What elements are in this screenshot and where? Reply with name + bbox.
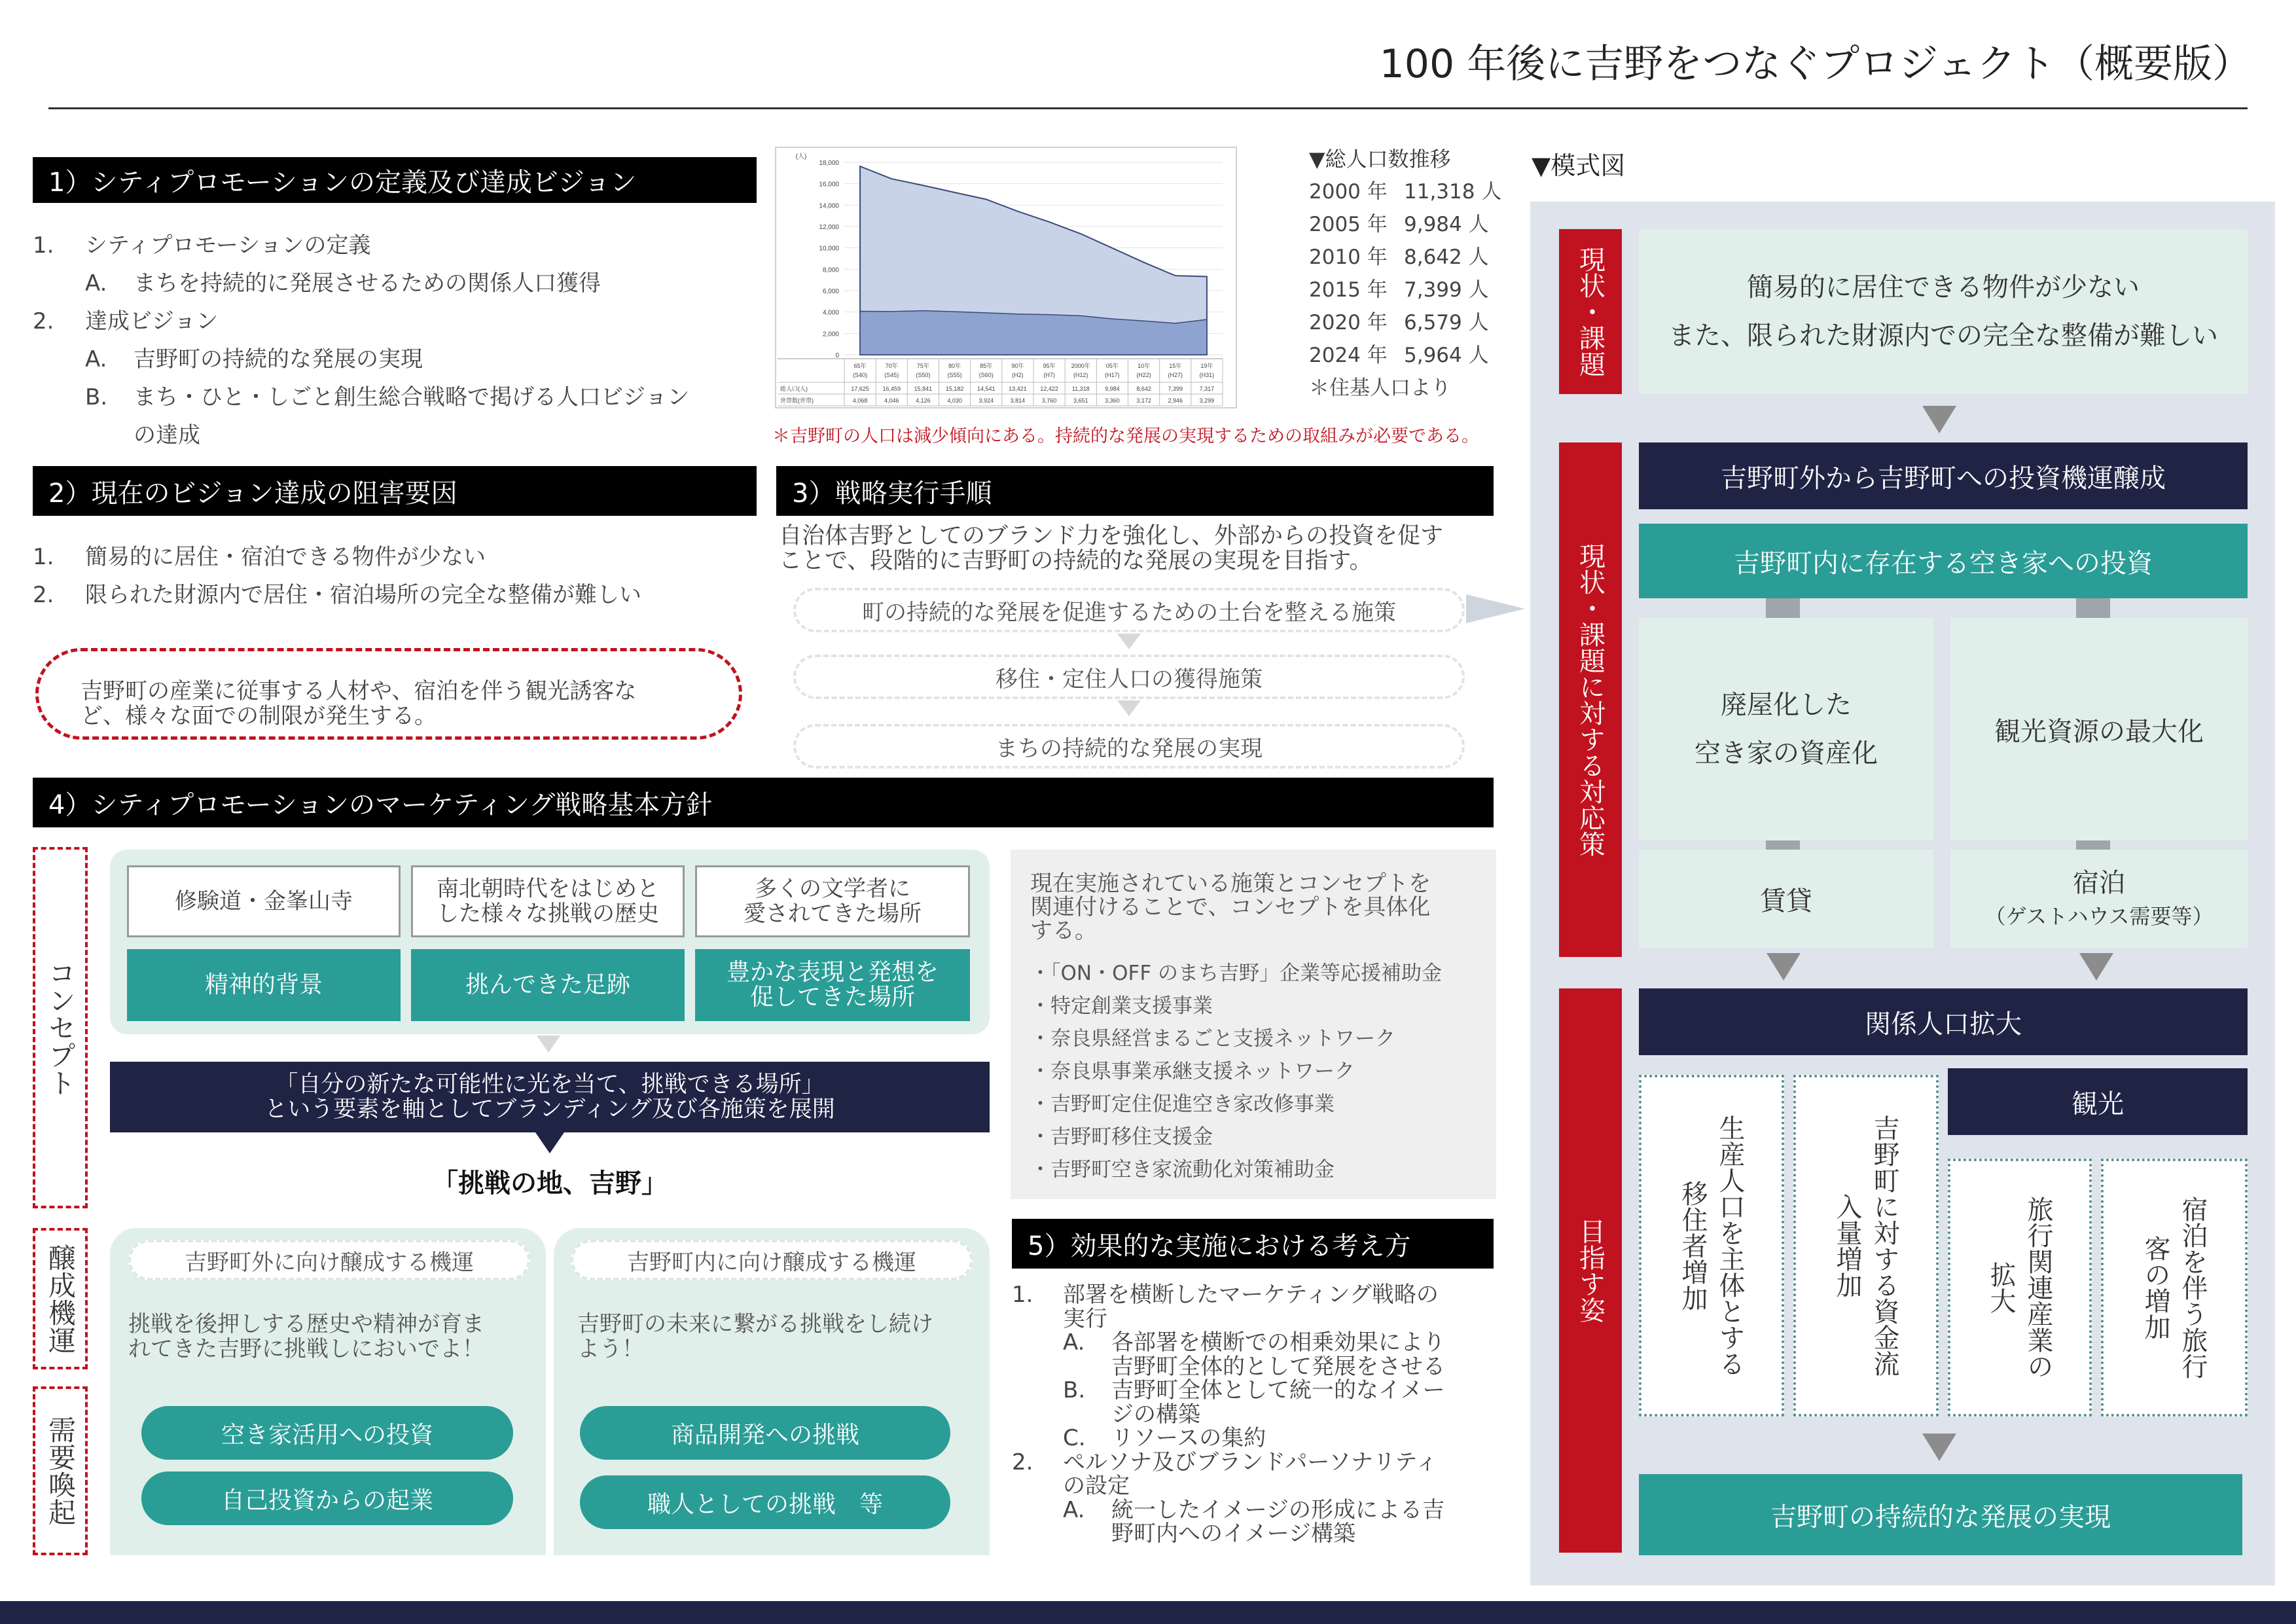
demand-button[interactable]: 自己投資からの起業 — [141, 1471, 513, 1525]
strategy-step: 町の持続的な発展を促進するための土台を整える施策 — [793, 588, 1465, 632]
list-item: ・奈良県経営まるごと支援ネットワーク — [1030, 1027, 1395, 1051]
branding-banner: 「自分の新たな可能性に光を当て、挑戦できる場所」 という要素を軸としてブランディング及び各施策を展開 — [110, 1062, 990, 1132]
list-item: 実行 — [1063, 1305, 1107, 1332]
x-tick-label: 19年 — [1200, 363, 1213, 369]
population-note: ＊住基人口より — [1309, 376, 1451, 400]
y-tick-label: 14,000 — [819, 202, 839, 210]
list-item: C. リソースの集約 — [1063, 1425, 1266, 1451]
population-red-note: ＊吉野町の人口は減少傾向にある。持続的な発展の実現するための取組みが必要である。 — [772, 426, 1479, 446]
table-cell: 14,541 — [977, 386, 996, 392]
table-cell: 3,299 — [1199, 397, 1215, 404]
diagram-goal: 宿泊を伴う旅行客の増加 — [2101, 1159, 2248, 1416]
list-item: A. 統一したイメージの形成による吉 — [1063, 1496, 1444, 1523]
diagram-goal: 旅行関連産業の拡大 — [1948, 1159, 2092, 1416]
list-item: A. 吉野町の持続的な発展の実現 — [85, 346, 423, 372]
diagram-problem: 簡易的に居住できる物件が少ない また、限られた財源内での完全な整備が難しい — [1639, 229, 2248, 394]
table-cell: 7,317 — [1199, 386, 1215, 392]
diagram-arrow — [1922, 1434, 1956, 1461]
table-cell: 4,046 — [884, 397, 899, 404]
table-cell: 2,946 — [1168, 397, 1183, 404]
x-tick-label: (H7) — [1043, 372, 1055, 378]
diagram-stay: 宿泊 （ゲストハウス需要等） — [1950, 850, 2248, 948]
x-tick-label: 95年 — [1043, 363, 1056, 369]
x-tick-label: 70年 — [885, 363, 898, 369]
diagram-goal: 吉野町に対する資金流入量増加 — [1793, 1075, 1939, 1416]
diagram-kanko: 観光 — [1948, 1068, 2248, 1135]
concept-source: 多くの文学者に 愛されてきた場所 — [695, 865, 970, 937]
step-arrow — [1117, 700, 1141, 716]
y-tick-label: 16,000 — [819, 181, 839, 189]
strategy-step: 移住・定住人口の獲得施策 — [793, 655, 1465, 699]
section2-heading: 2）現在のビジョン達成の阻害要因 — [33, 466, 757, 516]
footer-band — [0, 1601, 2296, 1624]
table-cell: 11,318 — [1071, 386, 1090, 392]
step-arrow — [1117, 634, 1141, 649]
table-cell: 17,625 — [851, 386, 869, 392]
list-item: ・吉野町定住促進空き家改修事業 — [1030, 1092, 1335, 1116]
measures-panel — [1011, 850, 1496, 1199]
population-table — [1309, 175, 1501, 405]
diagram-side-label: 目指す姿 — [1559, 988, 1622, 1553]
population-row: 2000 年 11,318 人 — [1309, 180, 1502, 204]
table-cell: 3,814 — [1010, 397, 1026, 404]
list-item: 1. シティプロモーションの定義 — [33, 232, 371, 259]
table-cell: 3,651 — [1073, 397, 1088, 404]
diagram-final: 吉野町の持続的な発展の実現 — [1639, 1474, 2242, 1555]
y-tick-label: 6,000 — [822, 288, 839, 295]
diagram-arrow — [1767, 953, 1801, 981]
slogan: 「挑戦の地、吉野」 — [432, 1168, 668, 1199]
list-item: B. まち・ひと・しごと創生総合戦略で掲げる人口ビジョン — [85, 384, 690, 410]
y-tick-label: 0 — [835, 352, 839, 359]
list-item: A. まちを持続的に発展させるための関係人口獲得 — [85, 270, 601, 297]
section1-list — [33, 226, 759, 454]
population-title: ▼総人口数推移 — [1309, 147, 1451, 171]
list-item: 1. 部署を横断したマーケティング戦略の — [1012, 1282, 1439, 1308]
list-item: 2. ペルソナ及びブランドパーソナリティ — [1012, 1449, 1438, 1475]
y-tick-label: 18,000 — [819, 160, 839, 167]
table-row-label: 世帯数(世帯) — [780, 397, 814, 404]
momentum-title: 吉野町外に向け醸成する機運 — [128, 1240, 530, 1280]
x-tick-label: (H2) — [1012, 372, 1024, 378]
momentum-text: 挑戦を後押しする歴史や精神が育ま れてきた吉野に挑戦しにおいでよ！ — [128, 1311, 484, 1362]
concept-value: 豊かな表現と発想を 促してきた場所 — [695, 949, 970, 1021]
population-row: 2015 年 7,399 人 — [1309, 278, 1489, 302]
list-item: ・吉野町移住支援金 — [1030, 1125, 1213, 1149]
side-label-concept: コンセプト — [33, 847, 88, 1208]
x-tick-label: 05年 — [1105, 363, 1119, 369]
list-item: 吉野町全体的として発展をさせる — [1111, 1353, 1445, 1380]
diagram-connector — [1766, 840, 1800, 850]
list-item: の設定 — [1063, 1473, 1130, 1499]
diagram-goal: 生産人口を主体とする移住者増加 — [1639, 1075, 1784, 1416]
diagram-invest-out: 吉野町外から吉野町への投資機運醸成 — [1639, 442, 2248, 509]
list-item: の達成 — [134, 422, 200, 448]
section5-list — [1012, 1283, 1496, 1546]
table-cell: 3,760 — [1041, 397, 1057, 404]
population-row: 2020 年 6,579 人 — [1309, 311, 1489, 334]
diagram-asset: 廃屋化した 空き家の資産化 — [1639, 618, 1933, 840]
measures-list — [1030, 957, 1496, 1186]
strategy-intro: 自治体吉野としてのブランド力を強化し、外部からの投資を促す ことで、段階的に吉野町の持続的な発展の実現を目指す。 — [779, 523, 1444, 574]
x-tick-label: 85年 — [980, 363, 993, 369]
y-tick-label: 8,000 — [822, 266, 839, 274]
x-tick-label: (H17) — [1105, 372, 1120, 378]
population-chart-svg — [776, 148, 1236, 407]
table-cell: 12,422 — [1040, 386, 1058, 392]
population-row: 2005 年 9,984 人 — [1309, 213, 1489, 236]
step-pointer-arrow — [1466, 594, 1525, 623]
y-tick-label: 2,000 — [822, 331, 839, 338]
diagram-arrow — [1922, 406, 1956, 433]
list-item: B. 吉野町全体として統一的なイメー — [1063, 1377, 1445, 1403]
table-cell: 4,068 — [852, 397, 868, 404]
table-cell: 8,642 — [1136, 386, 1151, 392]
x-tick-label: 80年 — [948, 363, 961, 369]
demand-button[interactable]: 空き家活用への投資 — [141, 1406, 513, 1460]
diagram-connector — [1766, 598, 1800, 618]
section5-heading: 5）効果的な実施における考え方 — [1012, 1219, 1494, 1269]
diagram-arrow — [2079, 953, 2113, 981]
x-tick-label: (S45) — [884, 372, 899, 378]
section4-heading: 4）シティプロモーションのマーケティング戦略基本方針 — [33, 778, 1494, 827]
population-row: 2024 年 5,964 人 — [1309, 344, 1489, 367]
title-rule — [48, 107, 2248, 109]
diagram-side-label: 現状・課題に対する対応策 — [1559, 442, 1622, 957]
y-tick-label: 12,000 — [819, 224, 839, 231]
list-item: 野町内へのイメージ構築 — [1111, 1521, 1355, 1547]
population-row: 2010 年 8,642 人 — [1309, 245, 1489, 269]
x-tick-label: 65年 — [853, 363, 867, 369]
list-item: 1. 簡易的に居住・宿泊できる物件が少ない — [33, 544, 486, 570]
diagram-title: ▼模式図 — [1532, 151, 1626, 180]
diagram-kankei: 関係人口拡大 — [1639, 988, 2248, 1055]
obstacle-callout: 吉野町の産業に従事する人材や、宿泊を伴う観光誘客な ど、様々な面での制限が発生する。 — [35, 648, 742, 740]
list-item: 2. 達成ビジョン — [33, 308, 219, 334]
diagram-side-label: 現状・課題 — [1559, 229, 1622, 394]
concept-value: 精神的背景 — [127, 949, 401, 1021]
table-cell: 15,182 — [945, 386, 964, 392]
y-tick-label: 4,000 — [822, 309, 839, 317]
section2-list — [33, 538, 759, 614]
x-tick-label: 10年 — [1138, 363, 1151, 369]
concept-arrow — [537, 1036, 560, 1053]
x-tick-label: (H22) — [1136, 372, 1151, 378]
measures-intro: 現在実施されている施策とコンセプトを 関連付けることで、コンセプトを具体化 する。 — [1030, 871, 1431, 944]
concept-source: 修験道・金峯山寺 — [127, 865, 401, 937]
table-cell: 3,172 — [1136, 397, 1151, 404]
momentum-text: 吉野町の未来に繋がる挑戦をし続け よう！ — [577, 1311, 933, 1362]
x-tick-label: (H12) — [1073, 372, 1088, 378]
demand-button[interactable]: 職人としての挑戦 等 — [580, 1475, 950, 1529]
list-item: 2. 限られた財源内で居住・宿泊場所の完全な整備が難しい — [33, 582, 641, 608]
population-chart — [775, 147, 1237, 408]
table-cell: 3,924 — [978, 397, 994, 404]
table-cell: 9,984 — [1105, 386, 1120, 392]
list-item: ・吉野町空き家流動化対策補助金 — [1030, 1158, 1335, 1182]
x-tick-label: (S60) — [978, 372, 994, 378]
x-tick-label: (H27) — [1168, 372, 1183, 378]
x-tick-label: 75年 — [916, 363, 929, 369]
table-cell: 16,459 — [882, 386, 901, 392]
demand-button[interactable]: 商品開発への挑戦 — [580, 1406, 950, 1460]
concept-value: 挑んできた足跡 — [411, 949, 685, 1021]
y-unit-label: (人) — [795, 153, 807, 160]
x-tick-label: (S55) — [947, 372, 962, 378]
diagram-connector — [2076, 598, 2110, 618]
diagram-rent: 賃貸 — [1639, 850, 1933, 948]
list-item: ・特定創業支援事業 — [1030, 994, 1213, 1018]
table-cell: 13,421 — [1009, 386, 1027, 392]
page-title: 100 年後に吉野をつなぐプロジェクト（概要版） — [1379, 41, 2251, 87]
table-cell: 4,030 — [947, 397, 962, 404]
x-tick-label: 15年 — [1169, 363, 1182, 369]
momentum-title: 吉野町内に向け醸成する機運 — [571, 1240, 973, 1280]
diagram-invest-in: 吉野町内に存在する空き家への投資 — [1639, 524, 2248, 598]
side-label-momentum: 醸成機運 — [33, 1228, 88, 1369]
y-tick-label: 10,000 — [819, 245, 839, 253]
concept-source: 南北朝時代をはじめと した様々な挑戦の歴史 — [411, 865, 685, 937]
section3-heading: 3）戦略実行手順 — [776, 466, 1494, 516]
table-cell: 7,399 — [1168, 386, 1183, 392]
diagram-tourism-max: 観光資源の最大化 — [1950, 618, 2248, 840]
table-cell: 3,360 — [1105, 397, 1120, 404]
side-label-demand: 需要喚起 — [33, 1386, 88, 1555]
x-tick-label: (S50) — [916, 372, 931, 378]
banner-arrow — [535, 1132, 564, 1153]
list-item: ・「ON・OFF のまち吉野」企業等応援補助金 — [1030, 962, 1443, 985]
table-cell: 4,126 — [916, 397, 931, 404]
x-tick-label: 2000年 — [1071, 363, 1090, 369]
strategy-step: まちの持続的な発展の実現 — [793, 724, 1465, 768]
list-item: A. 各部署を横断での相乗効果により — [1063, 1329, 1445, 1356]
section1-heading: 1）シティプロモーションの定義及び達成ビジョン — [33, 157, 757, 203]
table-row-label: 総人口(人) — [780, 386, 808, 392]
list-item: ・奈良県事業承継支援ネットワーク — [1030, 1060, 1355, 1083]
diagram-connector — [2076, 840, 2110, 850]
x-tick-label: 90年 — [1011, 363, 1024, 369]
x-tick-label: (H31) — [1199, 372, 1215, 378]
x-tick-label: (S40) — [853, 372, 868, 378]
list-item: ジの構築 — [1111, 1401, 1200, 1428]
table-cell: 15,841 — [914, 386, 933, 392]
